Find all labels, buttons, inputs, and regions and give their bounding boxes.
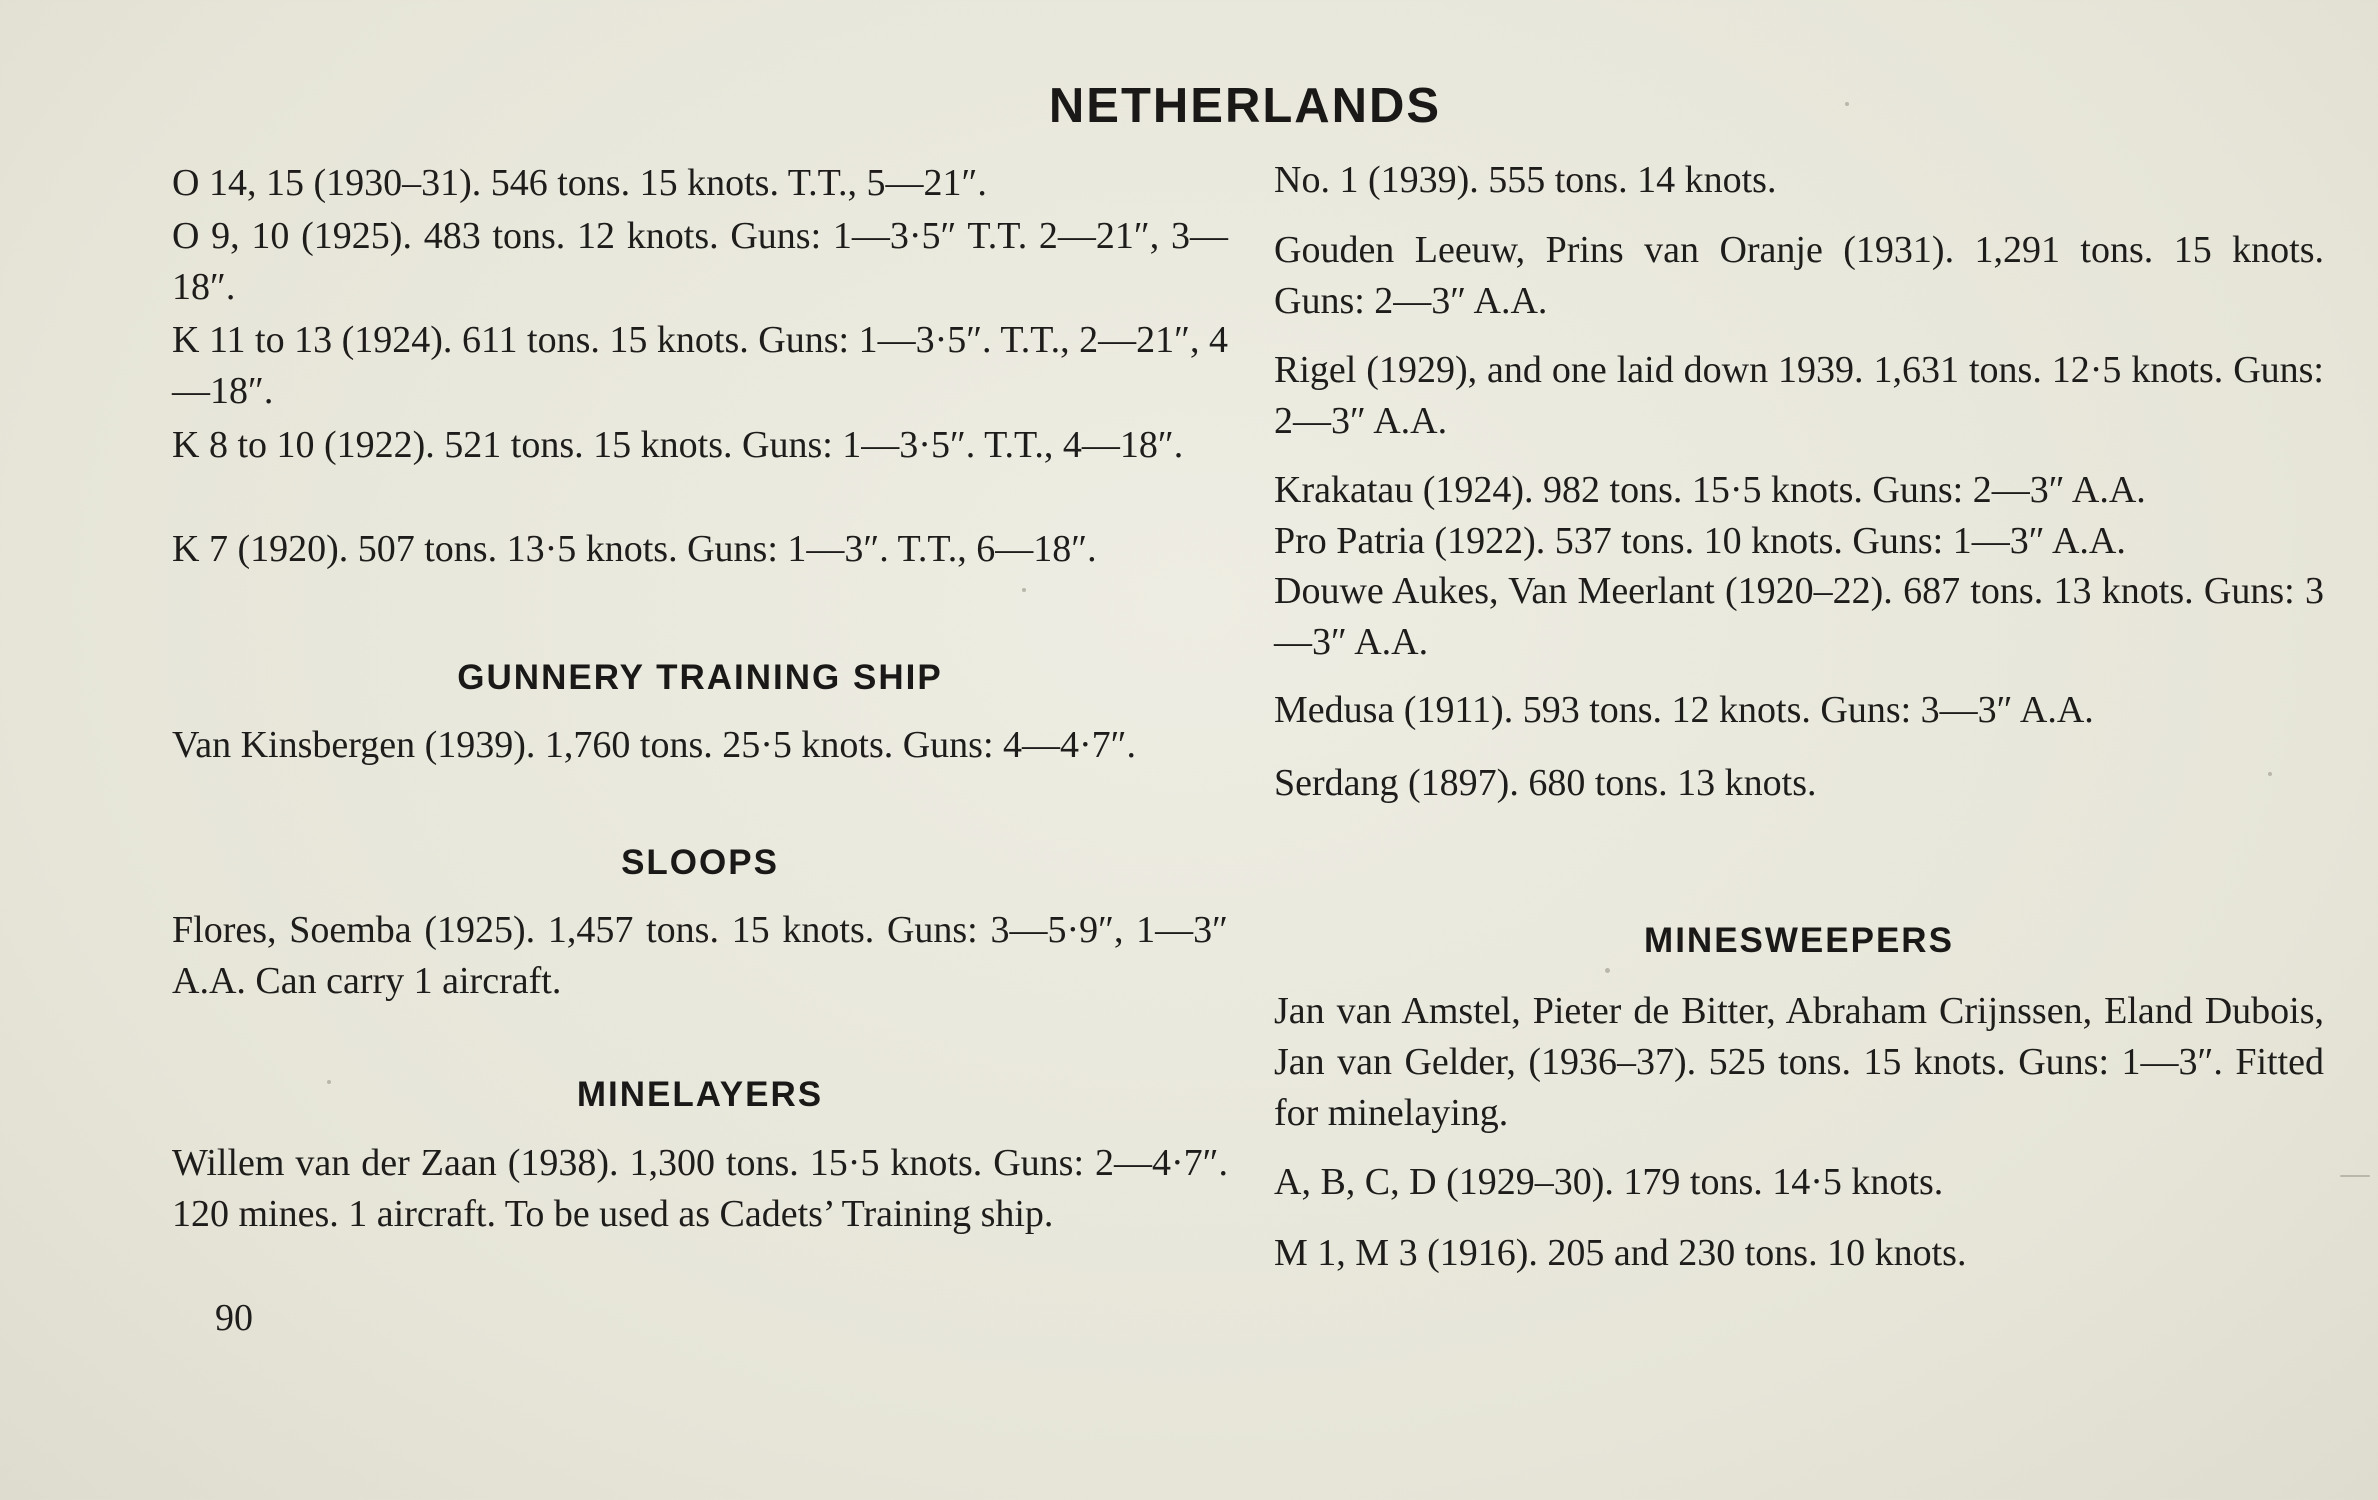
paper-speck bbox=[1605, 968, 1610, 973]
entry-flores-soemba: Flores, Soemba (1925). 1,457 tons. 15 knots. Guns: 3—5·9″, 1—3″ A.A. Can carry 1 aircraft. bbox=[172, 909, 1228, 1002]
entry-douwe-aukes: Douwe Aukes, Van Meerlant (1920–22). 687 tons. 13 knots. Guns: 3—3″ A.A. bbox=[1274, 570, 2324, 663]
paper-speck bbox=[1845, 102, 1849, 106]
paper-speck bbox=[2340, 1175, 2370, 1177]
entry-a-b-c-d: A, B, C, D (1929–30). 179 tons. 14·5 knots. bbox=[1274, 1161, 1944, 1203]
sloops-heading: SLOOPS bbox=[621, 843, 779, 882]
paper-speck bbox=[327, 1080, 331, 1084]
minesweepers-heading: MINESWEEPERS bbox=[1644, 921, 1954, 960]
entry-no-1: No. 1 (1939). 555 tons. 14 knots. bbox=[1274, 159, 1777, 201]
entry-pro-patria: Pro Patria (1922). 537 tons. 10 knots. Guns: 1—3″ A.A. bbox=[1274, 520, 2126, 562]
paper-speck bbox=[1022, 588, 1026, 592]
paper-speck bbox=[2268, 772, 2272, 776]
entry-willem-van-der-zaan: Willem van der Zaan (1938). 1,300 tons. 15·5 knots. Guns: 2—4·7″. 120 mines. 1 aircraft. To be used as Cadets’ Training ship. bbox=[172, 1142, 1228, 1235]
entry-gouden-leeuw: Gouden Leeuw, Prins van Oranje (1931). 1,291 tons. 15 knots. Guns: 2—3″ A.A. bbox=[1274, 229, 2324, 322]
minelayers-heading: MINELAYERS bbox=[576, 1075, 824, 1114]
entry-jan-van-amstel: Jan van Amstel, Pieter de Bitter, Abraham Crijnssen, Eland Dubois, Jan van Gelder, (1936–37). 525 tons. 15 knots. Guns: 1—3″. Fitted for minelaying. bbox=[1274, 990, 2324, 1134]
gunnery-training-ship-heading: GUNNERY TRAINING SHIP bbox=[457, 658, 943, 697]
entry-k8-10: K 8 to 10 (1922). 521 tons. 15 knots. Guns: 1—3·5″. T.T., 4—18″. bbox=[172, 424, 1184, 466]
entry-k11-13: K 11 to 13 (1924). 611 tons. 15 knots. Guns: 1—3·5″. T.T., 2—21″, 4—18″. bbox=[172, 319, 1228, 412]
entry-o9-10: O 9, 10 (1925). 483 tons. 12 knots. Guns: 1—3·5″ T.T. 2—21″, 3—18″. bbox=[172, 215, 1228, 308]
entry-medusa: Medusa (1911). 593 tons. 12 knots. Guns: 3—3″ A.A. bbox=[1274, 689, 2094, 731]
entry-m1-m3: M 1, M 3 (1916). 205 and 230 tons. 10 knots. bbox=[1274, 1232, 1967, 1274]
entry-o14-15: O 14, 15 (1930–31). 546 tons. 15 knots. T.T., 5—21″. bbox=[172, 162, 987, 204]
entry-rigel: Rigel (1929), and one laid down 1939. 1,631 tons. 12·5 knots. Guns: 2—3″ A.A. bbox=[1274, 349, 2324, 442]
entry-serdang: Serdang (1897). 680 tons. 13 knots. bbox=[1274, 762, 1817, 804]
entry-krakatau: Krakatau (1924). 982 tons. 15·5 knots. Guns: 2—3″ A.A. bbox=[1274, 469, 2146, 511]
entry-van-kinsbergen: Van Kinsbergen (1939). 1,760 tons. 25·5 knots. Guns: 4—4·7″. bbox=[172, 724, 1137, 766]
entry-k7: K 7 (1920). 507 tons. 13·5 knots. Guns: 1—3″. T.T., 6—18″. bbox=[172, 528, 1097, 570]
page-number: 90 bbox=[215, 1297, 253, 1339]
page-title: NETHERLANDS bbox=[1048, 79, 1442, 133]
